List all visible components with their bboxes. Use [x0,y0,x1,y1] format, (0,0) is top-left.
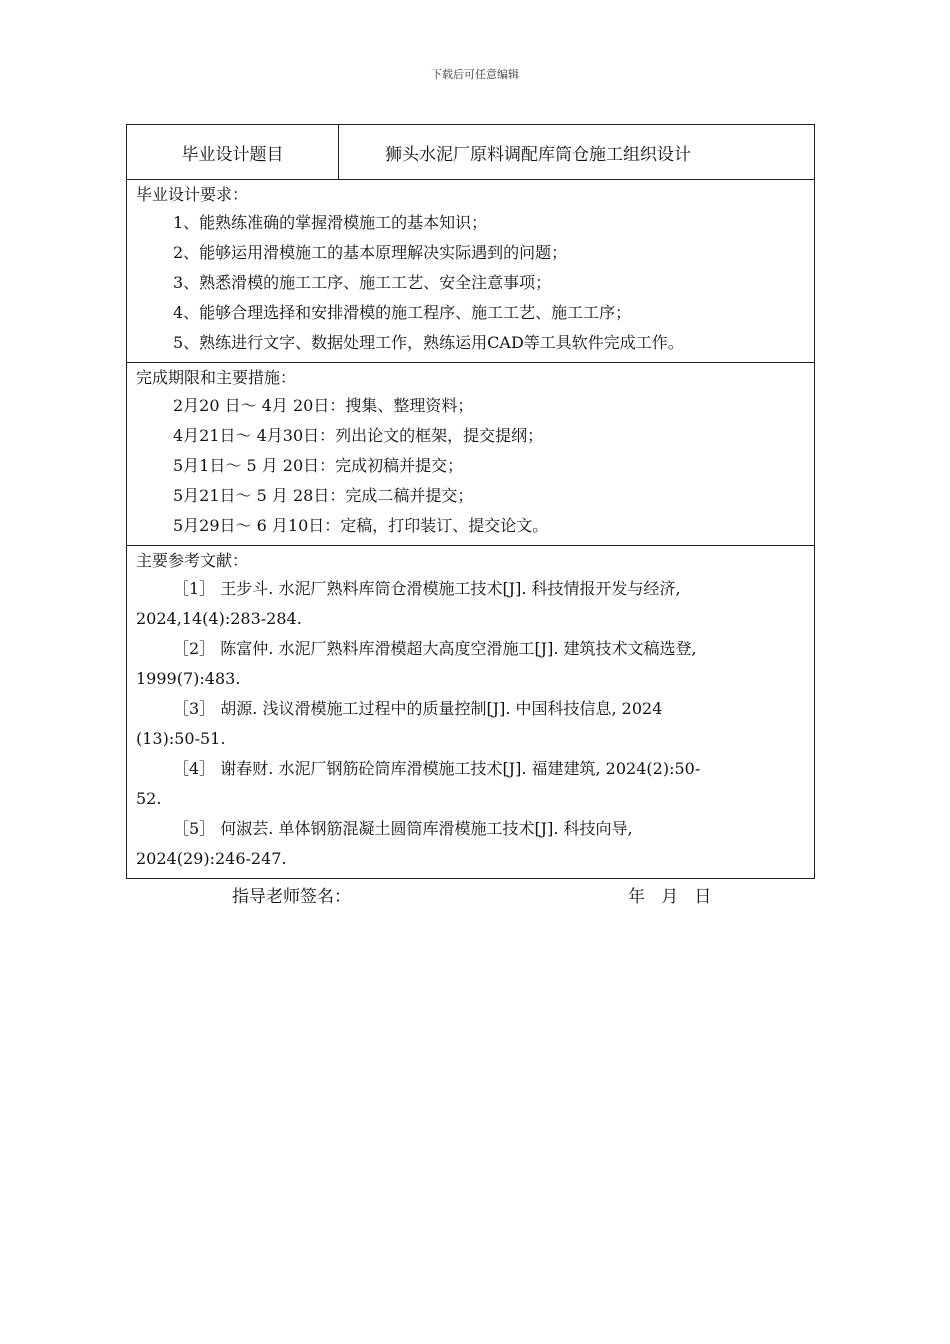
title-label: 毕业设计题目 [127,125,339,179]
signature-date: 年 月 日 [628,887,712,907]
schedule-item: 4月21日～ 4月30日：列出论文的框架，提交提纲； [173,426,544,445]
reference-line: ［3］ 胡源. 浅议滑模施工过程中的质量控制[J]. 中国科技信息, 2024 [173,699,663,718]
thesis-task-table [126,124,815,879]
schedule-item: 2月20 日～ 4月 20日：搜集、整理资料； [173,396,474,415]
reference-item [136,814,806,874]
reference-item [136,634,806,694]
advisor-signature-label: 指导老师签名： [232,887,351,907]
title-row [127,125,814,180]
reference-item [136,754,806,814]
reference-continuation: 1999(7):483. [136,669,241,688]
schedule-section [127,363,814,546]
requirement-item: 1、能熟练准确的掌握滑模施工的基本知识； [173,213,488,232]
reference-continuation: (13):50-51. [136,729,226,748]
reference-line: ［2］ 陈富仲. 水泥厂熟料库滑模超大高度空滑施工[J]. 建筑技术文稿选登, [173,639,697,658]
reference-line: ［1］ 王步斗. 水泥厂熟料库筒仓滑模施工技术[J]. 科技情报开发与经济, [173,579,681,598]
schedule-item: 5月29日～ 6 月10日：定稿，打印装订、提交论文。 [173,516,549,535]
reference-continuation: 2024,14(4):283-284. [136,609,302,628]
requirements-section [127,180,814,363]
requirement-item: 2、能够运用滑模施工的基本原理解决实际遇到的问题； [173,243,568,262]
thesis-title: 狮头水泥厂原料调配库筒仓施工组织设计 [385,144,691,165]
requirement-item: 4、能够合理选择和安排滑模的施工程序、施工工艺、施工工序； [173,303,632,322]
reference-line: ［4］ 谢春财. 水泥厂钢筋砼筒库滑模施工技术[J]. 福建建筑, 2024(2):50- [173,759,701,778]
reference-continuation: 2024(29):246-247. [136,849,287,868]
schedule-item: 5月21日～ 5 月 28日：完成二稿并提交； [173,486,474,505]
reference-continuation: 52. [136,789,162,808]
header-note: 下载后可任意编辑 [431,68,519,81]
reference-line: ［5］ 何淑芸. 单体钢筋混凝土圆筒库滑模施工技术[J]. 科技向导, [173,819,633,838]
references-section [127,546,814,878]
references-heading: 主要参考文献： [136,551,249,570]
requirement-item: 3、熟悉滑模的施工工序、施工工艺、安全注意事项； [173,273,552,292]
reference-item [136,574,806,634]
schedule-item: 5月1日～ 5 月 20日：完成初稿并提交； [173,456,464,475]
schedule-heading: 完成期限和主要措施： [136,368,297,387]
requirement-item: 5、熟练进行文字、数据处理工作，熟练运用CAD等工具软件完成工作。 [173,333,684,352]
reference-item [136,694,806,754]
requirements-heading: 毕业设计要求： [136,185,249,204]
